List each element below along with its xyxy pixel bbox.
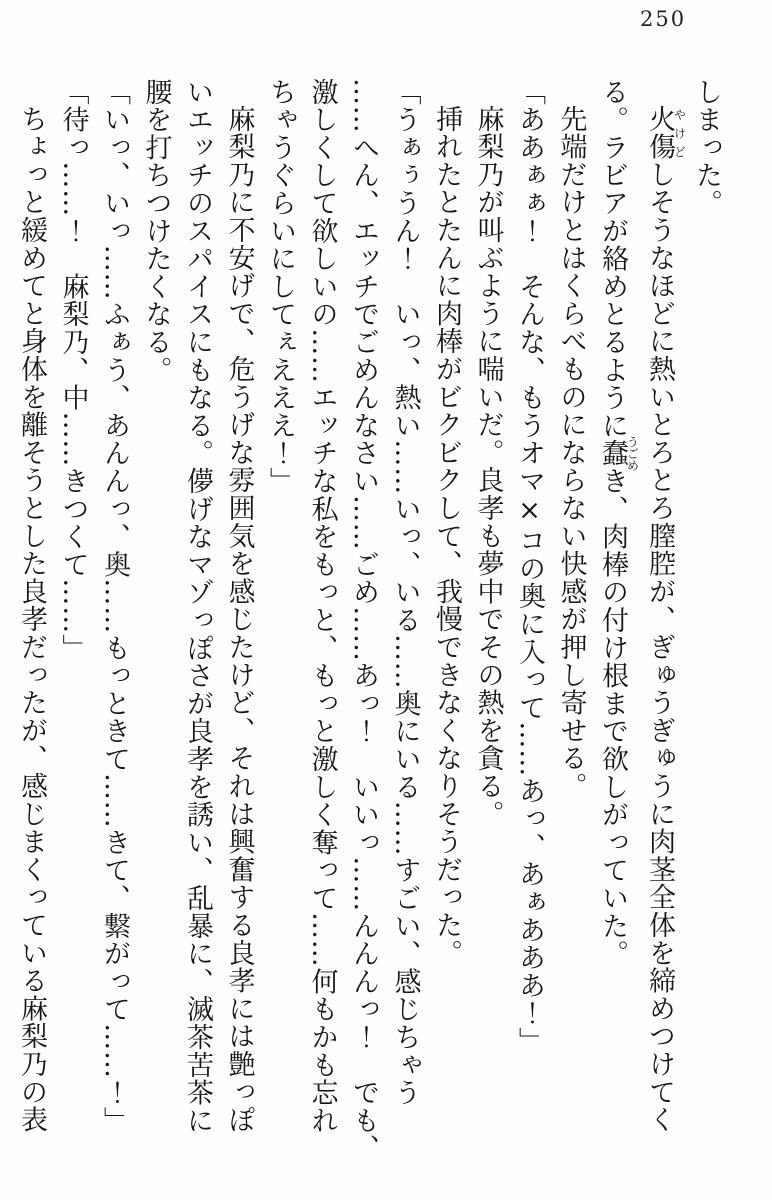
text-line: ちょっと緩めてと身体を離そうとした良孝だったが、感じまくっている麻梨乃の表: [16, 105, 47, 1134]
text-line: 腰を打ちつけたくなる。: [140, 78, 172, 384]
ruby-annotated-word: 蠢うごめ: [597, 435, 640, 472]
ruby-annotated-word: 火傷やけど: [644, 105, 687, 161]
text-line: 「いっ、いっ……ふぁう、あんんっ、奥……もっときて……きて、繋がって……！」: [99, 78, 130, 1135]
text-line: いエッチのスパイスにもなる。儚げなマゾっぽさが良孝を誘い、乱暴に、滅茶苦茶に: [182, 78, 213, 1135]
text-line: 先端だけとはくらべものにならない快感が押し寄せる。: [555, 105, 587, 800]
text-line: しまった。: [691, 78, 722, 217]
text-line: 麻梨乃が叫ぶように喘いだ。良孝も夢中でその熱を貪る。: [472, 105, 504, 828]
text-line: ちゃうぐらいにしてぇえええ！」: [265, 78, 296, 495]
page-number: 250: [640, 7, 687, 31]
text-line: 激しくして欲しいの……エッチな私をもっと、もっと激しく奪って……何もかも忘れ: [306, 78, 338, 1135]
text-line: 火傷やけどしそうなほどに熱いとろとろ膣腔が、ぎゅうぎゅうに肉茎全体を締めつけてく: [644, 105, 687, 1134]
text-line: 挿れたとたんに肉棒がビクビクして、我慢できなくなりそうだった。: [431, 105, 462, 967]
text-line: 「待っ……！ 麻梨乃、中……きつくて……」: [57, 78, 89, 662]
text-line: 「ああぁぁ！ そんな、もうオマ×コの奥に入って……あっ、あぁあああ！」: [514, 78, 545, 1055]
page-text: [16, 78, 727, 1170]
text-line: 麻梨乃に不安げで、危うげな雰囲気を感じたけど、それは興奮する良孝には艶っぽ: [223, 105, 255, 1134]
text-line: る。ラビアが絡めとるように蠢うごめき、肉棒の付け根まで欲しがっていた。: [597, 78, 640, 968]
text-line: 「うぁぅうん！ いっ、熱い……いっ、いる……奥にいる……すごい、感じちゃう: [389, 78, 421, 1107]
text-line: ……へん、エッチでごめんなさい……ごめ……あっ！ いいっ……んんんっ！ でも、: [348, 78, 379, 1163]
